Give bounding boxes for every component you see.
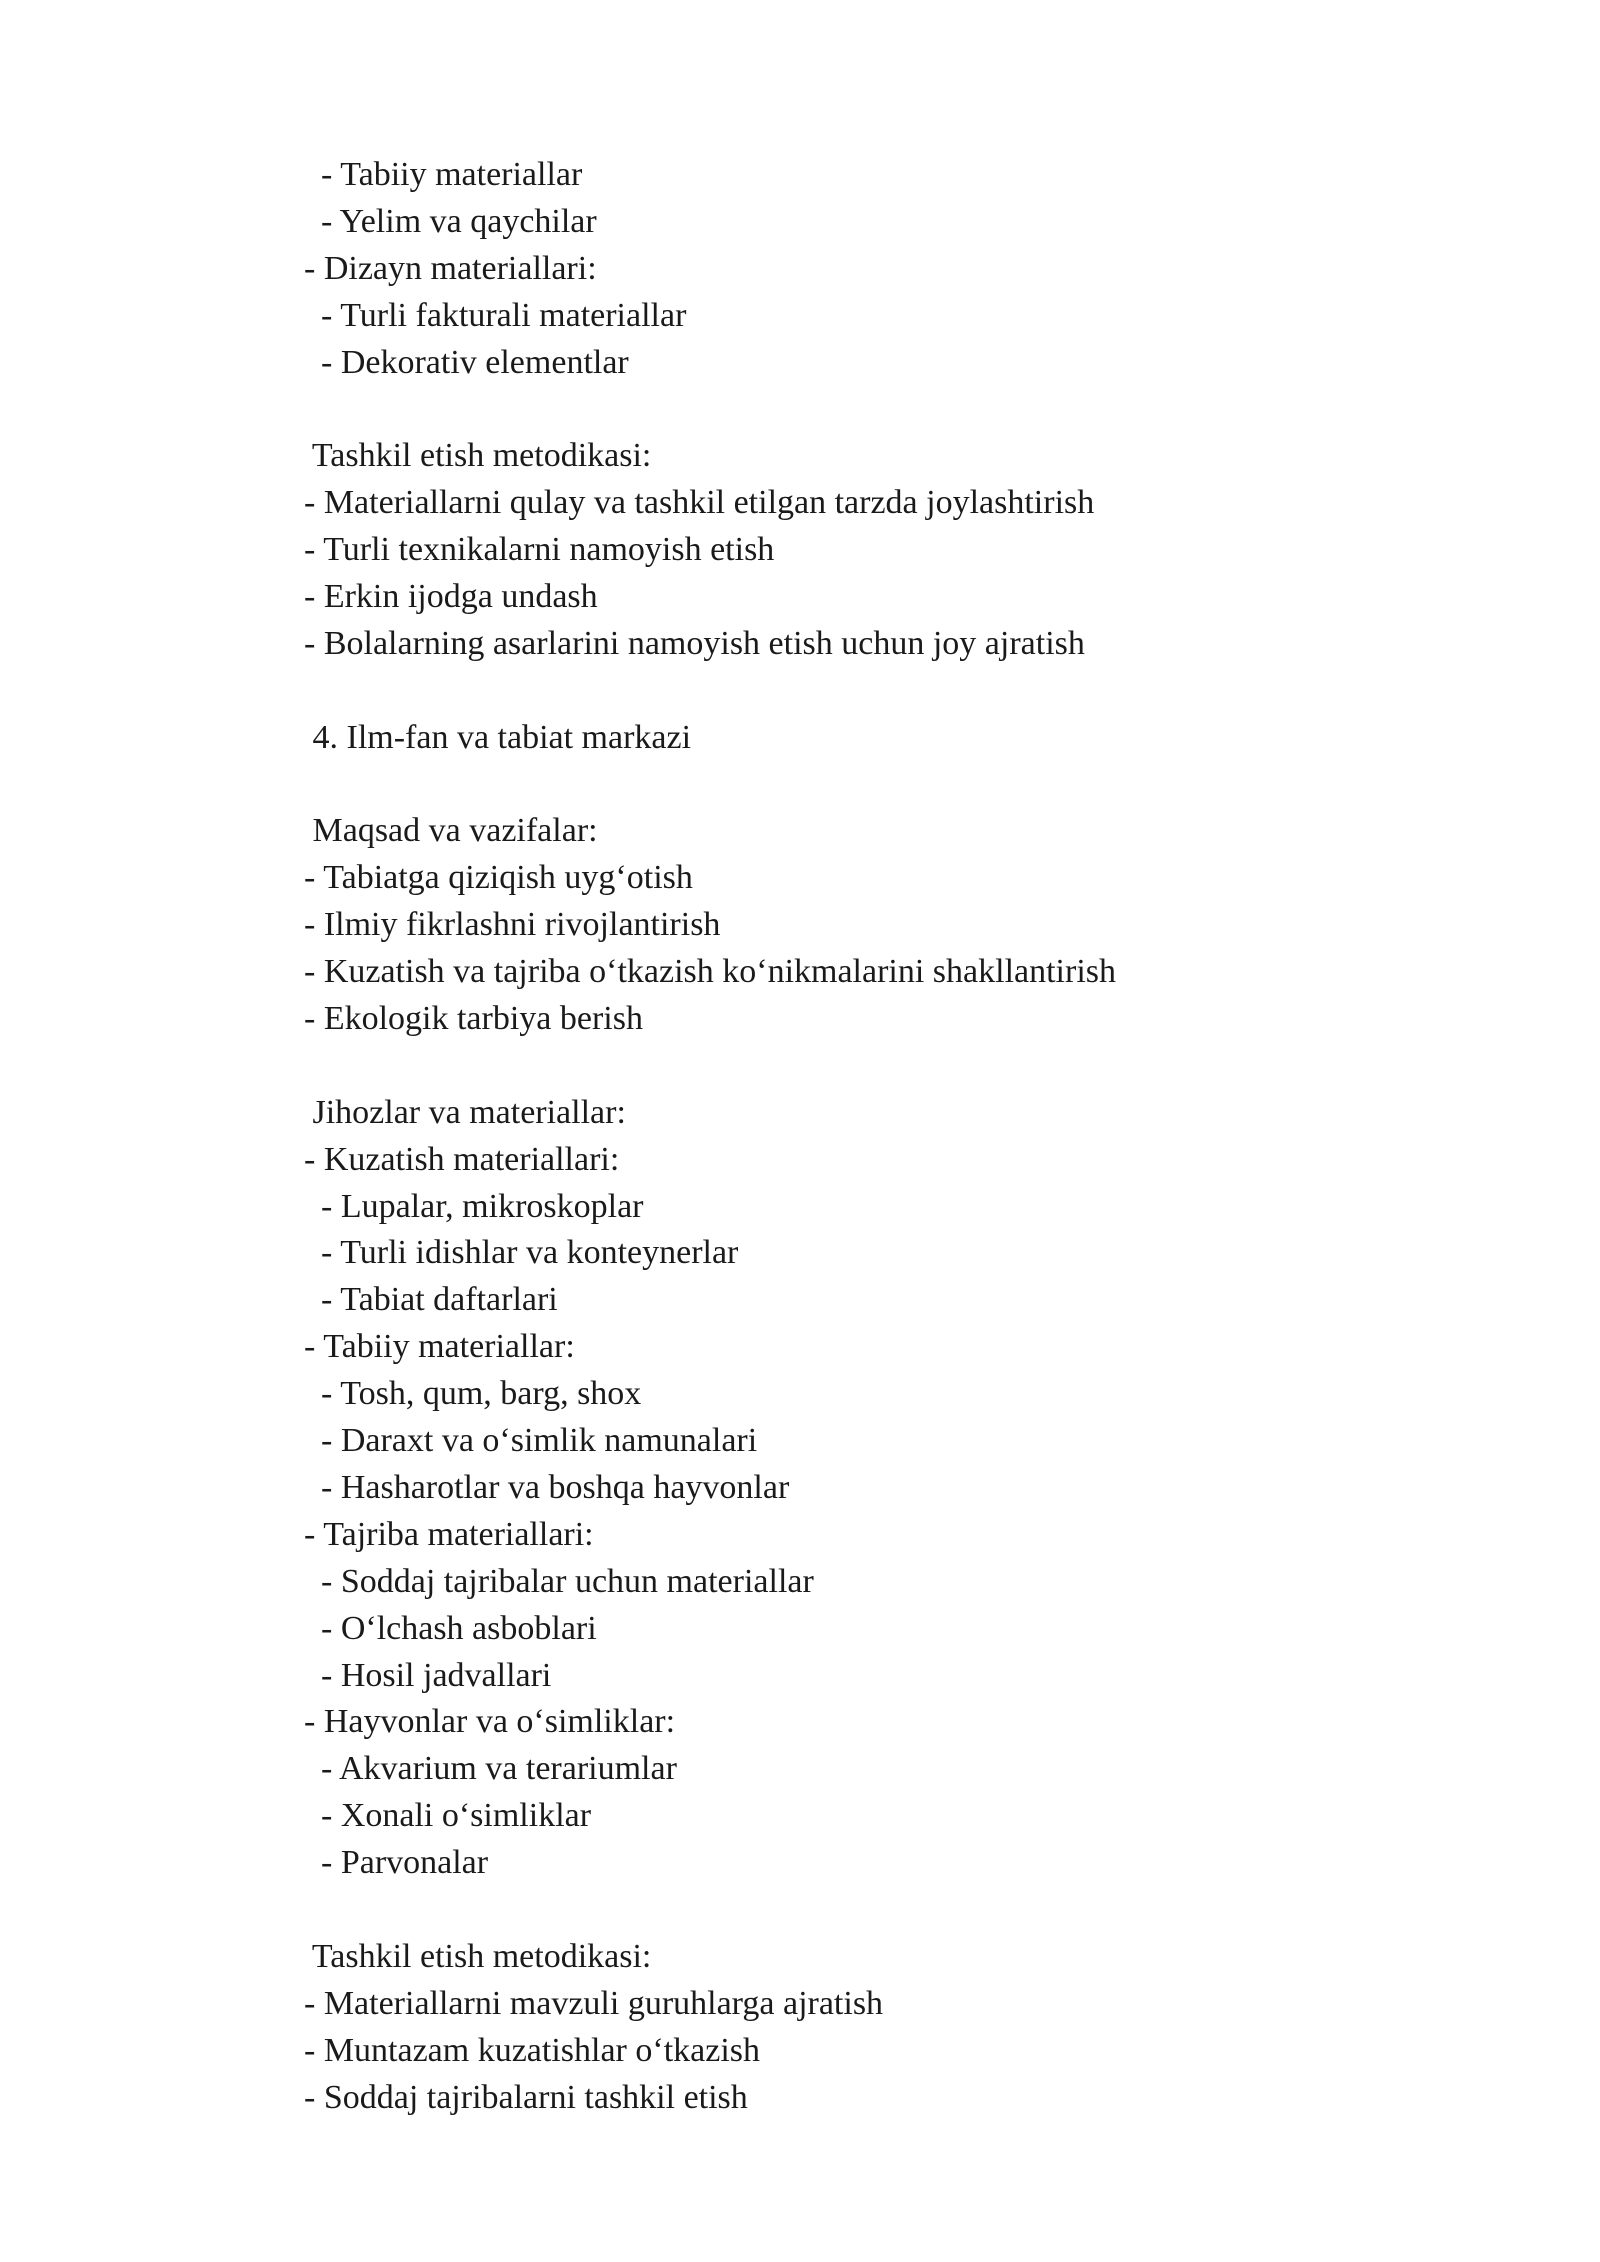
blank-line	[304, 668, 1504, 715]
text-line: - Tabiiy materiallar	[304, 156, 583, 193]
text-line: - Muntazam kuzatishlar o‘tkazish	[304, 2031, 761, 2069]
text-line: - Turli idishlar va konteynerlar	[304, 1234, 739, 1272]
text-line: - Dizayn materiallari:	[304, 249, 597, 287]
text-line: - Ekologik tarbiya berish	[304, 1000, 643, 1038]
text-line: - Materiallarni mavzuli guruhlarga ajratish	[304, 1984, 884, 2022]
text-line: - Hosil jadvallari	[304, 1656, 552, 1694]
text-line: - Materiallarni qulay va tashkil etilgan tarzda joylashtirish	[304, 484, 1095, 522]
text-line: - Yelim va qaychilar	[304, 202, 597, 240]
text-line: - Xonali o‘simliklar	[304, 1797, 592, 1835]
text-line: - Kuzatish materiallari:	[304, 1140, 620, 1178]
text-line: - Ilmiy fikrlashni rivojlantirish	[304, 906, 721, 944]
text-line: - Tabiat daftarlari	[304, 1281, 558, 1319]
blank-line	[304, 1887, 1504, 1934]
text-line: - Bolalarning asarlarini namoyish etish uchun joy ajratish	[304, 624, 1085, 662]
text-line: - Tabiiy materiallar:	[304, 1328, 575, 1366]
text-line: - Lupalar, mikroskoplar	[304, 1187, 644, 1225]
text-line: - Soddaj tajribalarni tashkil etish	[304, 2078, 748, 2116]
text-line: - Akvarium va terariumlar	[304, 1750, 677, 1788]
text-line: - Hasharotlar va boshqa hayvonlar	[304, 1468, 790, 1506]
text-line: - Tosh, qum, barg, shox	[304, 1375, 642, 1413]
text-line: 4. Ilm-fan va tabiat markazi	[304, 718, 692, 756]
text-line: - O‘lchash asboblari	[304, 1609, 597, 1647]
text-line: - Tabiatga qiziqish uyg‘otish	[304, 859, 693, 897]
text-line: - Erkin ijodga undash	[304, 578, 598, 616]
text-line: Maqsad va vazifalar:	[304, 812, 598, 850]
text-line: Tashkil etish metodikasi:	[304, 437, 652, 475]
text-line: - Parvonalar	[304, 1844, 489, 1882]
blank-line	[304, 386, 1504, 433]
document-body	[304, 152, 1504, 2121]
text-line: - Turli texnikalarni namoyish etish	[304, 531, 775, 569]
text-line: - Soddaj tajribalar uchun materiallar	[304, 1562, 814, 1600]
text-line: Tashkil etish metodikasi:	[304, 1937, 652, 1975]
text-line: Jihozlar va materiallar:	[304, 1093, 626, 1131]
text-line: - Kuzatish va tajriba o‘tkazish ko‘nikmalarini shakllantirish	[304, 953, 1116, 991]
blank-line	[304, 1043, 1504, 1090]
text-line: - Turli fakturali materiallar	[304, 296, 687, 334]
text-line: - Tajriba materiallari:	[304, 1515, 594, 1553]
text-line: - Hayvonlar va o‘simliklar:	[304, 1703, 676, 1741]
text-line: - Dekorativ elementlar	[304, 343, 629, 381]
text-line: - Daraxt va o‘simlik namunalari	[304, 1422, 758, 1460]
blank-line	[304, 762, 1504, 809]
